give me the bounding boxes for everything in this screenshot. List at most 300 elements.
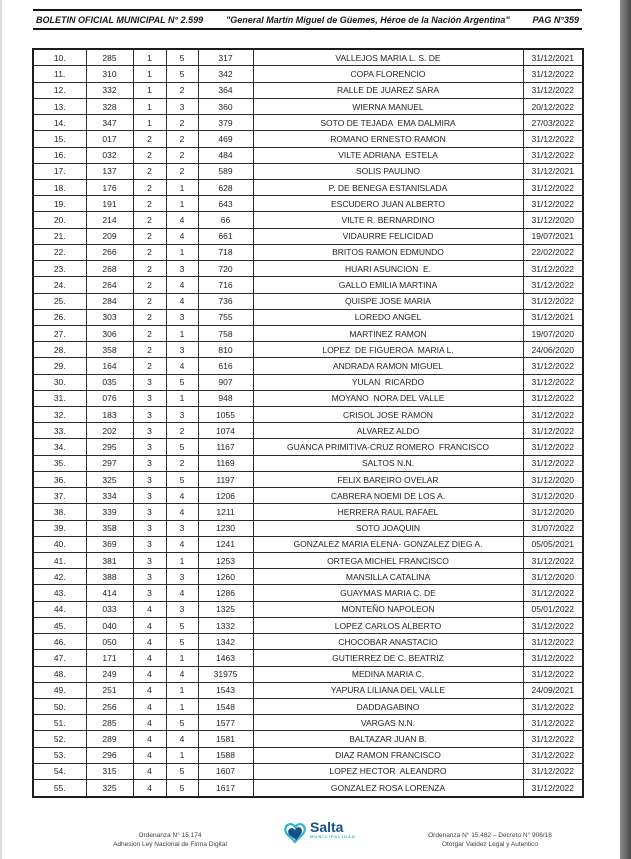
cell-col4: 5 <box>166 617 198 633</box>
cell-row-index: 25. <box>33 293 86 309</box>
cell-date: 31/12/2022 <box>523 634 583 650</box>
table-row <box>33 407 583 423</box>
cell-col5: 1167 <box>198 439 253 455</box>
cell-col3: 4 <box>133 601 166 617</box>
cell-col3: 2 <box>133 147 166 163</box>
cell-date: 27/03/2022 <box>523 115 583 131</box>
cell-col5: 1211 <box>198 504 253 520</box>
cell-row-index: 37. <box>33 488 86 504</box>
cell-name: P. DE BENEGA ESTANISLADA <box>253 179 523 195</box>
cell-date: 31/12/2022 <box>523 261 583 277</box>
cell-date: 31/12/2022 <box>523 617 583 633</box>
cell-row-index: 35. <box>33 455 86 471</box>
cell-col5: 736 <box>198 293 253 309</box>
cell-row-index: 40. <box>33 536 86 552</box>
cell-col3: 2 <box>133 196 166 212</box>
cell-row-index: 19. <box>33 196 86 212</box>
cell-name: GONZALEZ MARIA ELENA- GONZALEZ DIEG A. <box>253 536 523 552</box>
footer-right-line2: Otorgar Validez Legal y Autentico <box>442 840 538 848</box>
cell-col5: 1543 <box>198 682 253 698</box>
cell-col3: 3 <box>133 553 166 569</box>
cell-col4: 1 <box>166 196 198 212</box>
cell-col4: 4 <box>166 666 198 682</box>
cell-date: 31/12/2022 <box>523 650 583 666</box>
cell-name: VIDAURRE FELICIDAD <box>253 228 523 244</box>
cell-date: 31/12/2022 <box>523 585 583 601</box>
cell-date: 05/01/2022 <box>523 601 583 617</box>
table-row <box>33 536 583 552</box>
cell-date: 31/12/2022 <box>523 423 583 439</box>
cell-col5: 1617 <box>198 780 253 797</box>
cell-date: 31/12/2022 <box>523 407 583 423</box>
cell-name: DIAZ RAMON FRANCISCO <box>253 747 523 763</box>
cell-col5: 718 <box>198 244 253 260</box>
table-row <box>33 390 583 406</box>
cell-row-index: 53. <box>33 747 86 763</box>
cell-col2: 032 <box>86 147 133 163</box>
cell-row-index: 29. <box>33 358 86 374</box>
cell-col4: 2 <box>166 131 198 147</box>
cell-date: 19/07/2021 <box>523 228 583 244</box>
cell-date: 31/12/2020 <box>523 488 583 504</box>
cell-name: GUANCA PRIMITIVA-CRUZ ROMERO FRANCISCO <box>253 439 523 455</box>
cell-col4: 1 <box>166 553 198 569</box>
table-row <box>33 244 583 260</box>
cell-name: MOYANO NORA DEL VALLE <box>253 390 523 406</box>
cell-date: 31/12/2022 <box>523 147 583 163</box>
cell-col2: 266 <box>86 244 133 260</box>
cell-name: SOTO DE TEJADA EMA DALMIRA <box>253 115 523 131</box>
cell-col5: 66 <box>198 212 253 228</box>
cell-date: 05/05/2021 <box>523 536 583 552</box>
cell-row-index: 30. <box>33 374 86 390</box>
cell-col3: 2 <box>133 358 166 374</box>
cell-col4: 1 <box>166 682 198 698</box>
cell-col2: 249 <box>86 666 133 682</box>
cell-row-index: 21. <box>33 228 86 244</box>
cell-name: QUISPE JOSE MARIA <box>253 293 523 309</box>
cell-col3: 3 <box>133 471 166 487</box>
cell-date: 31/12/2022 <box>523 131 583 147</box>
logo-text <box>310 820 356 839</box>
cell-row-index: 31. <box>33 390 86 406</box>
cell-col5: 661 <box>198 228 253 244</box>
records-tbody <box>33 49 583 797</box>
cell-name: LOPEZ DE FIGUEROA MARIA L. <box>253 342 523 358</box>
table-row <box>33 228 583 244</box>
heart-icon <box>283 822 307 844</box>
cell-col2: 183 <box>86 407 133 423</box>
cell-date: 31/12/2022 <box>523 439 583 455</box>
cell-col3: 2 <box>133 293 166 309</box>
cell-row-index: 24. <box>33 277 86 293</box>
cell-row-index: 28. <box>33 342 86 358</box>
cell-col5: 907 <box>198 374 253 390</box>
cell-row-index: 27. <box>33 325 86 341</box>
cell-col5: 948 <box>198 390 253 406</box>
cell-name: VALLEJOS MARIA L. S. DE <box>253 49 523 66</box>
cell-col4: 3 <box>166 569 198 585</box>
cell-col3: 3 <box>133 504 166 520</box>
cell-col2: 339 <box>86 504 133 520</box>
cell-row-index: 42. <box>33 569 86 585</box>
cell-date: 31/12/2022 <box>523 731 583 747</box>
cell-col2: 202 <box>86 423 133 439</box>
table-row <box>33 342 583 358</box>
cell-col3: 4 <box>133 763 166 779</box>
cell-col5: 758 <box>198 325 253 341</box>
page-number: PAG N°359 <box>532 14 579 25</box>
cell-name: VILTE R. BERNARDINO <box>253 212 523 228</box>
cell-col5: 1332 <box>198 617 253 633</box>
table-row <box>33 374 583 390</box>
table-row <box>33 650 583 666</box>
cell-col3: 2 <box>133 212 166 228</box>
cell-col3: 4 <box>133 731 166 747</box>
cell-date: 24/06/2020 <box>523 342 583 358</box>
cell-date: 31/07/2022 <box>523 520 583 536</box>
cell-col4: 3 <box>166 98 198 114</box>
page-header <box>33 9 582 30</box>
cell-col4: 5 <box>166 471 198 487</box>
cell-col2: 171 <box>86 650 133 666</box>
cell-col3: 3 <box>133 439 166 455</box>
table-row <box>33 715 583 731</box>
cell-col3: 2 <box>133 277 166 293</box>
table-row <box>33 293 583 309</box>
cell-col3: 4 <box>133 747 166 763</box>
table-row <box>33 585 583 601</box>
cell-col2: 017 <box>86 131 133 147</box>
cell-row-index: 12. <box>33 82 86 98</box>
table-row <box>33 553 583 569</box>
cell-col4: 3 <box>166 601 198 617</box>
cell-col4: 2 <box>166 115 198 131</box>
cell-col2: 268 <box>86 261 133 277</box>
cell-row-index: 41. <box>33 553 86 569</box>
cell-col4: 3 <box>166 309 198 325</box>
table-row <box>33 147 583 163</box>
cell-col5: 1286 <box>198 585 253 601</box>
cell-col2: 325 <box>86 471 133 487</box>
table-row <box>33 439 583 455</box>
cell-date: 31/12/2022 <box>523 390 583 406</box>
cell-col2: 328 <box>86 98 133 114</box>
table-row <box>33 455 583 471</box>
cell-date: 31/12/2021 <box>523 49 583 66</box>
cell-name: MEDINA MARIA C. <box>253 666 523 682</box>
cell-col2: 164 <box>86 358 133 374</box>
cell-name: BRITOS RAMON EDMUNDO <box>253 244 523 260</box>
cell-date: 31/12/2022 <box>523 763 583 779</box>
cell-col3: 2 <box>133 163 166 179</box>
cell-col2: 347 <box>86 115 133 131</box>
cell-col5: 1548 <box>198 698 253 714</box>
cell-row-index: 50. <box>33 698 86 714</box>
cell-row-index: 46. <box>33 634 86 650</box>
cell-date: 31/12/2022 <box>523 666 583 682</box>
cell-col5: 1197 <box>198 471 253 487</box>
footer-right-line1: Ordenanza N° 15.482 – Decreto N° 906/18 <box>428 832 552 839</box>
cell-col5: 1074 <box>198 423 253 439</box>
cell-col5: 616 <box>198 358 253 374</box>
cell-date: 31/12/2022 <box>523 277 583 293</box>
cell-row-index: 48. <box>33 666 86 682</box>
cell-date: 31/12/2020 <box>523 212 583 228</box>
cell-row-index: 23. <box>33 261 86 277</box>
cell-row-index: 54. <box>33 763 86 779</box>
cell-col3: 4 <box>133 634 166 650</box>
cell-date: 31/12/2022 <box>523 293 583 309</box>
cell-name: MANSILLA CATALINA <box>253 569 523 585</box>
cell-col2: 176 <box>86 179 133 195</box>
cell-name: MARTINEZ RAMON <box>253 325 523 341</box>
cell-col5: 628 <box>198 179 253 195</box>
footer-right-note <box>370 832 610 849</box>
cell-col2: 284 <box>86 293 133 309</box>
cell-col2: 306 <box>86 325 133 341</box>
cell-row-index: 32. <box>33 407 86 423</box>
cell-col4: 4 <box>166 488 198 504</box>
cell-col3: 4 <box>133 682 166 698</box>
cell-row-index: 20. <box>33 212 86 228</box>
cell-col4: 2 <box>166 423 198 439</box>
cell-col2: 325 <box>86 780 133 797</box>
cell-row-index: 13. <box>33 98 86 114</box>
cell-col2: 310 <box>86 66 133 82</box>
cell-col4: 5 <box>166 763 198 779</box>
cell-date: 31/12/2022 <box>523 780 583 797</box>
cell-col3: 4 <box>133 698 166 714</box>
cell-col3: 4 <box>133 780 166 797</box>
cell-col4: 3 <box>166 520 198 536</box>
cell-col2: 358 <box>86 520 133 536</box>
scan-right-edge <box>620 0 631 859</box>
cell-col4: 1 <box>166 179 198 195</box>
cell-col3: 4 <box>133 666 166 682</box>
cell-name: COPA FLORENCIO <box>253 66 523 82</box>
cell-name: ALVAREZ ALDO <box>253 423 523 439</box>
cell-col4: 4 <box>166 504 198 520</box>
cell-col5: 1342 <box>198 634 253 650</box>
cell-col2: 388 <box>86 569 133 585</box>
cell-row-index: 16. <box>33 147 86 163</box>
table-row <box>33 131 583 147</box>
cell-date: 24/09/2021 <box>523 682 583 698</box>
cell-col4: 5 <box>166 780 198 797</box>
cell-date: 31/12/2022 <box>523 715 583 731</box>
cell-name: SOTO JOAQUIN <box>253 520 523 536</box>
cell-col2: 295 <box>86 439 133 455</box>
cell-col4: 4 <box>166 585 198 601</box>
cell-name: GONZALEZ ROSA LORENZA <box>253 780 523 797</box>
cell-col5: 755 <box>198 309 253 325</box>
scan-left-edge <box>0 0 2 859</box>
cell-col3: 3 <box>133 423 166 439</box>
cell-col2: 414 <box>86 585 133 601</box>
cell-col3: 3 <box>133 585 166 601</box>
cell-col4: 4 <box>166 731 198 747</box>
cell-row-index: 43. <box>33 585 86 601</box>
cell-col5: 720 <box>198 261 253 277</box>
cell-col4: 3 <box>166 407 198 423</box>
cell-date: 31/12/2022 <box>523 553 583 569</box>
footer-left-line2: Adhesion Ley Nacional de Firma Digital <box>113 840 227 848</box>
cell-col5: 810 <box>198 342 253 358</box>
cell-col5: 1253 <box>198 553 253 569</box>
cell-col5: 1581 <box>198 731 253 747</box>
cell-col2: 033 <box>86 601 133 617</box>
cell-col2: 285 <box>86 49 133 66</box>
cell-date: 19/07/2020 <box>523 325 583 341</box>
cell-col3: 2 <box>133 179 166 195</box>
cell-name: CABRERA NOEMI DE LOS A. <box>253 488 523 504</box>
table-row <box>33 49 583 66</box>
cell-col5: 1206 <box>198 488 253 504</box>
cell-col5: 643 <box>198 196 253 212</box>
cell-name: CRISOL JOSE RAMON <box>253 407 523 423</box>
table-row <box>33 98 583 114</box>
cell-date: 31/12/2020 <box>523 504 583 520</box>
page-footer <box>0 818 620 859</box>
table-row <box>33 488 583 504</box>
cell-col5: 1260 <box>198 569 253 585</box>
cell-name: SOLIS PAULINO <box>253 163 523 179</box>
cell-row-index: 33. <box>33 423 86 439</box>
cell-row-index: 10. <box>33 49 86 66</box>
cell-row-index: 22. <box>33 244 86 260</box>
table-row <box>33 569 583 585</box>
cell-col3: 4 <box>133 617 166 633</box>
cell-name: MONTEÑO NAPOLEON <box>253 601 523 617</box>
cell-col5: 716 <box>198 277 253 293</box>
cell-name: BALTAZAR JUAN B. <box>253 731 523 747</box>
cell-name: GALLO EMILIA MARTINA <box>253 277 523 293</box>
cell-date: 31/12/2021 <box>523 309 583 325</box>
cell-name: RALLE DE JUAREZ SARA <box>253 82 523 98</box>
cell-col4: 1 <box>166 698 198 714</box>
cell-col3: 3 <box>133 455 166 471</box>
cell-col3: 4 <box>133 715 166 731</box>
table-row <box>33 698 583 714</box>
cell-name: SALTOS N.N. <box>253 455 523 471</box>
cell-col4: 4 <box>166 228 198 244</box>
cell-name: YULAN RICARDO <box>253 374 523 390</box>
cell-col2: 303 <box>86 309 133 325</box>
cell-name: DADDAGABINO <box>253 698 523 714</box>
cell-col4: 2 <box>166 147 198 163</box>
cell-col4: 4 <box>166 293 198 309</box>
cell-row-index: 15. <box>33 131 86 147</box>
table-row <box>33 66 583 82</box>
cell-col4: 5 <box>166 634 198 650</box>
cell-name: WIERNA MANUEL <box>253 98 523 114</box>
logo-subtitle: MUNICIPALIDAD <box>310 834 357 839</box>
cell-col3: 1 <box>133 49 166 66</box>
logo-word: Salta <box>310 819 344 835</box>
cell-col4: 5 <box>166 66 198 82</box>
cell-col2: 315 <box>86 763 133 779</box>
cell-col2: 381 <box>86 553 133 569</box>
cell-name: LOPEZ CARLOS ALBERTO <box>253 617 523 633</box>
table-row <box>33 196 583 212</box>
cell-row-index: 39. <box>33 520 86 536</box>
cell-col4: 2 <box>166 163 198 179</box>
table-row <box>33 179 583 195</box>
cell-col2: 137 <box>86 163 133 179</box>
cell-col4: 5 <box>166 439 198 455</box>
cell-col2: 209 <box>86 228 133 244</box>
cell-name: ROMANO ERNESTO RAMON <box>253 131 523 147</box>
cell-date: 31/12/2022 <box>523 455 583 471</box>
cell-col4: 5 <box>166 715 198 731</box>
cell-col4: 4 <box>166 536 198 552</box>
cell-col3: 2 <box>133 342 166 358</box>
cell-date: 31/12/2022 <box>523 698 583 714</box>
cell-col4: 4 <box>166 358 198 374</box>
cell-row-index: 51. <box>33 715 86 731</box>
cell-col3: 3 <box>133 520 166 536</box>
cell-date: 31/12/2022 <box>523 358 583 374</box>
cell-col4: 4 <box>166 212 198 228</box>
cell-col5: 1463 <box>198 650 253 666</box>
cell-col3: 2 <box>133 244 166 260</box>
footer-left-line1: Ordenanza N° 15.174 <box>138 832 202 839</box>
cell-col3: 3 <box>133 390 166 406</box>
cell-col2: 256 <box>86 698 133 714</box>
cell-date: 31/12/2022 <box>523 374 583 390</box>
cell-date: 31/12/2022 <box>523 747 583 763</box>
cell-date: 31/12/2021 <box>523 163 583 179</box>
table-row <box>33 261 583 277</box>
cell-col5: 360 <box>198 98 253 114</box>
cell-col2: 214 <box>86 212 133 228</box>
cell-col5: 1230 <box>198 520 253 536</box>
cell-col4: 1 <box>166 390 198 406</box>
cell-col3: 4 <box>133 650 166 666</box>
cell-row-index: 44. <box>33 601 86 617</box>
cell-col2: 050 <box>86 634 133 650</box>
cell-date: 31/12/2020 <box>523 471 583 487</box>
cell-row-index: 45. <box>33 617 86 633</box>
table-row <box>33 82 583 98</box>
table-row <box>33 163 583 179</box>
cell-name: LOPEZ HECTOR ALEANDRO <box>253 763 523 779</box>
table-row <box>33 520 583 536</box>
cell-date: 31/12/2022 <box>523 196 583 212</box>
table-row <box>33 471 583 487</box>
table-row <box>33 358 583 374</box>
cell-name: VARGAS N.N. <box>253 715 523 731</box>
table-row <box>33 325 583 341</box>
cell-row-index: 26. <box>33 309 86 325</box>
cell-col4: 2 <box>166 82 198 98</box>
cell-name: YAPURA LILIANA DEL VALLE <box>253 682 523 698</box>
cell-date: 31/12/2022 <box>523 179 583 195</box>
cell-col5: 1577 <box>198 715 253 731</box>
cell-row-index: 49. <box>33 682 86 698</box>
cell-col3: 1 <box>133 98 166 114</box>
cell-name: HERRERA RAUL RAFAEL <box>253 504 523 520</box>
cell-name: ANDRADA RAMON MIGUEL <box>253 358 523 374</box>
cell-col4: 1 <box>166 650 198 666</box>
cell-name: GUTIERREZ DE C. BEATRIZ <box>253 650 523 666</box>
cell-col2: 264 <box>86 277 133 293</box>
cell-col4: 2 <box>166 455 198 471</box>
cell-date: 31/12/2022 <box>523 82 583 98</box>
cell-col2: 191 <box>86 196 133 212</box>
table-row <box>33 747 583 763</box>
